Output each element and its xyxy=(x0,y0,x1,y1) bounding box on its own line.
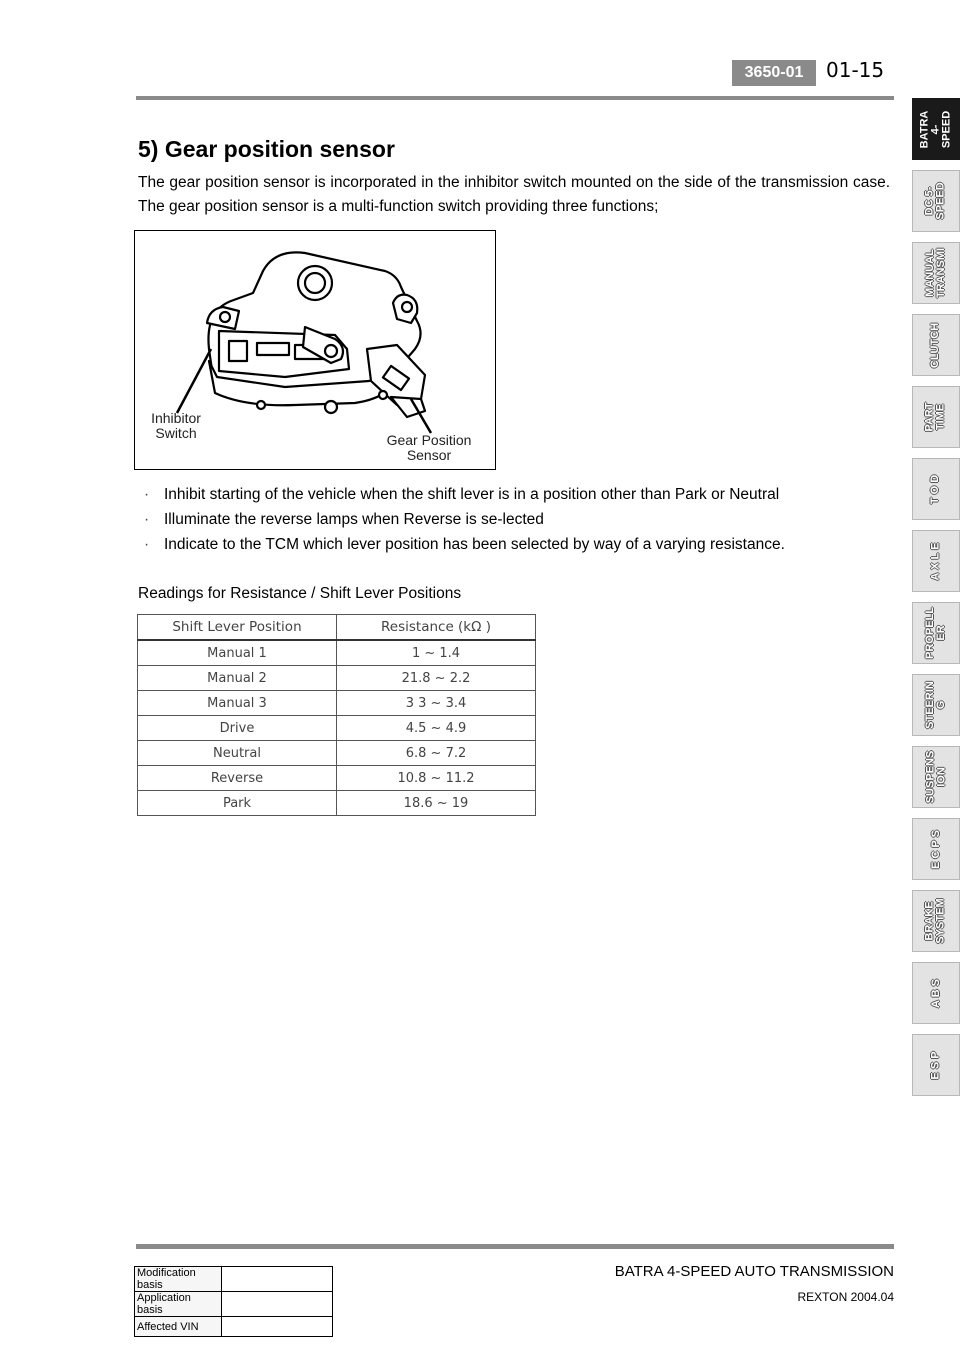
header-divider xyxy=(136,96,894,100)
table-row: Application basis xyxy=(135,1292,333,1317)
column-header-resistance: Resistance (kΩ ) xyxy=(337,615,536,641)
table-row: Modification basis xyxy=(135,1267,333,1292)
modification-table xyxy=(134,1266,333,1337)
function-list xyxy=(144,482,785,557)
tab-part-time[interactable]: PART TIME xyxy=(912,386,960,448)
tab-e-c-p-s[interactable]: E C P S xyxy=(912,818,960,880)
tab-steerin-g[interactable]: STEERIN G xyxy=(912,674,960,736)
tab-dc-5-speed[interactable]: DC 5- SPEED xyxy=(912,170,960,232)
table-header-row xyxy=(138,615,536,641)
table-row: Manual 2 21.8 ~ 2.2 xyxy=(138,666,536,691)
table-row: Neutral 6.8 ~ 7.2 xyxy=(138,741,536,766)
gear-position-sensor-label-line2: Sensor xyxy=(406,447,452,463)
page-number: 01-15 xyxy=(826,58,885,82)
tab-batra-4-speed[interactable]: BATRA 4- SPEED xyxy=(912,98,960,160)
footer-title: BATRA 4-SPEED AUTO TRANSMISSION xyxy=(614,1263,894,1280)
inhibitor-switch-label-line2: Switch xyxy=(155,425,197,441)
tab-t-o-d[interactable]: T O D xyxy=(912,458,960,520)
list-item: · Inhibit starting of the vehicle when the shift lever is in a position other than Park or Neutral xyxy=(144,486,780,503)
section-title: 5) Gear position sensor xyxy=(138,136,395,162)
list-item: · Indicate to the TCM which lever position has been selected by way of a varying resistance. xyxy=(144,536,785,553)
sensor-illustration xyxy=(134,230,496,470)
tab-manual-transmi[interactable]: MANUAL TRANSMI xyxy=(912,242,960,304)
tab-suspens-ion[interactable]: SUSPENS ION xyxy=(912,746,960,808)
gear-position-sensor-label-line1: Gear Position xyxy=(386,432,472,448)
table-row: Park 18.6 ~ 19 xyxy=(138,791,536,816)
table-row: Manual 1 1 ~ 1.4 xyxy=(138,640,536,666)
table-caption: Readings for Resistance / Shift Lever Positions xyxy=(138,585,462,602)
inhibitor-switch-label-line1: Inhibitor xyxy=(151,410,201,426)
tab-clutch[interactable]: CLUTCH xyxy=(912,314,960,376)
list-item: · Illuminate the reverse lamps when Reverse is se-lected xyxy=(144,511,544,528)
table-row: Reverse 10.8 ~ 11.2 xyxy=(138,766,536,791)
table-row: Drive 4.5 ~ 4.9 xyxy=(138,716,536,741)
footer-subtitle: REXTON 2004.04 xyxy=(797,1290,894,1304)
tab-brake-system[interactable]: BRAKE SYSTEM xyxy=(912,890,960,952)
resistance-table xyxy=(137,614,536,816)
tab-a-x-l-e[interactable]: A X L E xyxy=(912,530,960,592)
footer-divider xyxy=(136,1244,894,1249)
tab-e-s-p[interactable]: E S P xyxy=(912,1034,960,1096)
affected-vin-value xyxy=(222,1317,333,1337)
table-row: Affected VIN xyxy=(135,1317,333,1337)
tab-a-b-s[interactable]: A B S xyxy=(912,962,960,1024)
intro-paragraph: The gear position sensor is incorporated in the inhibitor switch mounted on the side of the transmission case. The gear position sensor is a multi-function switch providing three functions; xyxy=(138,174,890,215)
tab-propell-er[interactable]: PROPELL ER xyxy=(912,602,960,664)
table-row: Manual 3 3 3 ~ 3.4 xyxy=(138,691,536,716)
column-header-position: Shift Lever Position xyxy=(138,615,337,641)
section-code-badge: 3650-01 xyxy=(732,60,816,86)
modification-basis-value xyxy=(222,1267,333,1292)
application-basis-value xyxy=(222,1292,333,1317)
